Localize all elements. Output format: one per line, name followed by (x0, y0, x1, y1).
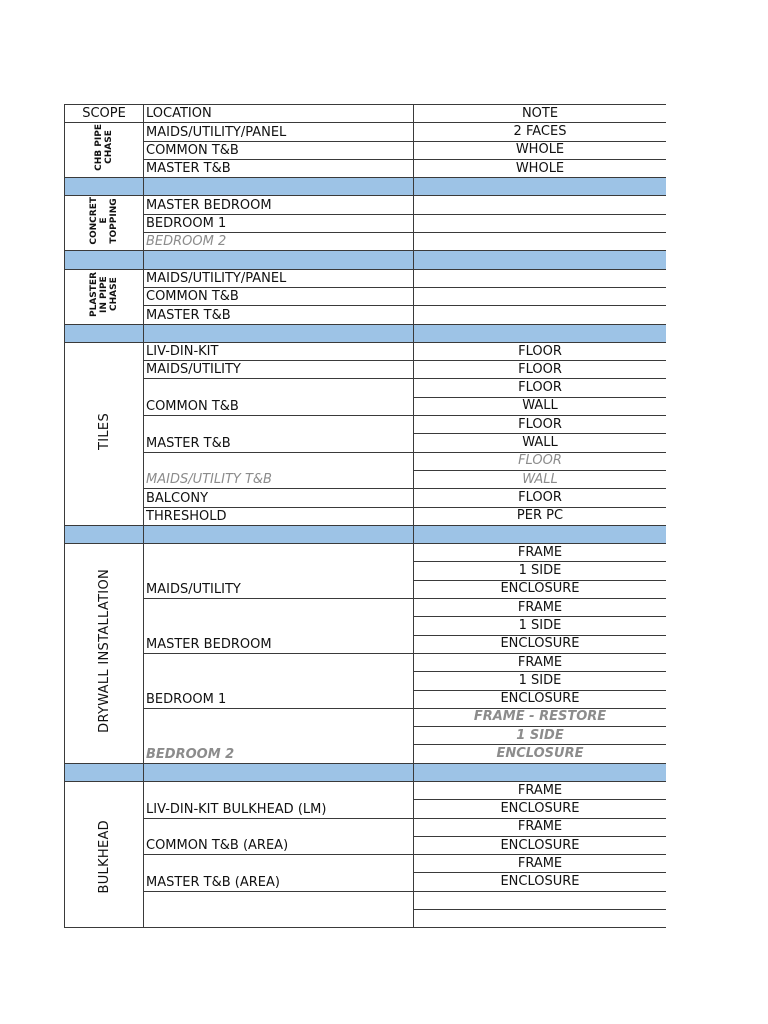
location-cell[interactable] (144, 891, 414, 928)
table-row (65, 818, 667, 836)
location-cell[interactable]: THRESHOLD (144, 507, 414, 525)
table-row (65, 342, 667, 360)
note-cell[interactable]: 1 SIDE (414, 672, 667, 690)
scope-label: BULKHEAD (96, 819, 112, 894)
note-cell[interactable]: FLOOR (414, 489, 667, 507)
note-cell[interactable]: ENCLOSURE (414, 635, 667, 653)
note-cell[interactable] (414, 233, 667, 251)
header-note[interactable]: NOTE (414, 105, 667, 123)
scope-table (64, 104, 666, 928)
scope-chb-pipe-chase[interactable] (65, 123, 144, 178)
note-cell[interactable]: 1 SIDE (414, 562, 667, 580)
scope-label: DRYWALL INSTALLATION (96, 568, 112, 733)
note-cell[interactable]: WHOLE (414, 159, 667, 177)
note-cell[interactable]: FLOOR (414, 361, 667, 379)
location-cell[interactable]: BALCONY (144, 489, 414, 507)
note-cell[interactable]: FRAME (414, 653, 667, 671)
table-row (65, 708, 667, 726)
note-cell[interactable]: FRAME (414, 855, 667, 873)
note-cell[interactable] (414, 910, 667, 928)
note-cell[interactable]: 1 SIDE (414, 617, 667, 635)
table-row (65, 544, 667, 562)
note-cell[interactable]: FRAME (414, 599, 667, 617)
scope-plaster-pipe-chase[interactable] (65, 269, 144, 324)
note-cell[interactable] (414, 306, 667, 324)
location-cell[interactable]: MASTER T&B (144, 306, 414, 324)
table-row (65, 361, 667, 379)
location-cell[interactable]: MASTER T&B (144, 416, 414, 453)
note-cell[interactable]: ENCLOSURE (414, 873, 667, 891)
separator-row (65, 763, 667, 781)
note-cell[interactable] (414, 214, 667, 232)
table-row (65, 306, 667, 324)
table-row (65, 507, 667, 525)
note-cell[interactable]: ENCLOSURE (414, 690, 667, 708)
scope-concrete-topping[interactable] (65, 196, 144, 251)
table-row (65, 891, 667, 909)
note-cell[interactable]: FLOOR (414, 342, 667, 360)
separator-row (65, 525, 667, 543)
table-row (65, 287, 667, 305)
table-row (65, 269, 667, 287)
location-cell[interactable]: MASTER BEDROOM (144, 196, 414, 214)
location-cell[interactable]: MAIDS/UTILITY (144, 361, 414, 379)
note-cell[interactable]: PER PC (414, 507, 667, 525)
table-row (65, 123, 667, 141)
location-cell[interactable]: MAIDS/UTILITY/PANEL (144, 123, 414, 141)
table-row (65, 416, 667, 434)
table-row (65, 196, 667, 214)
location-cell[interactable]: BEDROOM 1 (144, 653, 414, 708)
scope-drywall-installation[interactable] (65, 544, 144, 764)
scope-label: PLASTER IN PIPE CHASE (89, 271, 119, 317)
note-cell[interactable]: ENCLOSURE (414, 836, 667, 854)
table-row (65, 855, 667, 873)
note-cell[interactable] (414, 287, 667, 305)
note-cell[interactable]: FRAME (414, 781, 667, 799)
table-row (65, 489, 667, 507)
location-cell[interactable]: COMMON T&B (144, 379, 414, 416)
note-cell[interactable]: FLOOR (414, 416, 667, 434)
note-cell[interactable]: 2 FACES (414, 123, 667, 141)
scope-table-viewport (64, 104, 666, 938)
location-cell[interactable]: MASTER T&B (144, 159, 414, 177)
note-cell[interactable]: ENCLOSURE (414, 745, 667, 763)
location-cell[interactable]: BEDROOM 1 (144, 214, 414, 232)
note-cell[interactable] (414, 196, 667, 214)
note-cell[interactable]: FLOOR (414, 452, 667, 470)
location-cell[interactable]: MAIDS/UTILITY/PANEL (144, 269, 414, 287)
scope-tiles[interactable] (65, 342, 144, 525)
note-cell[interactable]: WHOLE (414, 141, 667, 159)
location-cell[interactable]: MASTER T&B (AREA) (144, 855, 414, 892)
location-cell[interactable]: BEDROOM 2 (144, 233, 414, 251)
location-cell[interactable]: COMMON T&B (144, 287, 414, 305)
scope-label: CHB PIPE CHASE (94, 124, 114, 172)
note-cell[interactable]: FRAME - RESTORE (414, 708, 667, 726)
note-cell[interactable]: ENCLOSURE (414, 800, 667, 818)
table-row (65, 781, 667, 799)
note-cell[interactable]: WALL (414, 434, 667, 452)
table-row (65, 452, 667, 470)
note-cell[interactable]: ENCLOSURE (414, 580, 667, 598)
location-cell[interactable]: COMMON T&B (AREA) (144, 818, 414, 855)
note-cell[interactable]: 1 SIDE (414, 727, 667, 745)
header-scope[interactable]: SCOPE (65, 105, 144, 123)
note-cell[interactable]: WALL (414, 470, 667, 488)
note-cell[interactable]: FLOOR (414, 379, 667, 397)
note-cell[interactable]: FRAME (414, 818, 667, 836)
scope-bulkhead[interactable] (65, 781, 144, 927)
scope-label: TILES (96, 412, 112, 450)
scope-label: CONCRET E TOPPING (89, 197, 119, 245)
location-cell[interactable]: LIV-DIN-KIT (144, 342, 414, 360)
table-row (65, 379, 667, 397)
note-cell[interactable] (414, 269, 667, 287)
table-row (65, 233, 667, 251)
note-cell[interactable] (414, 891, 667, 909)
note-cell[interactable]: FRAME (414, 544, 667, 562)
header-location[interactable]: LOCATION (144, 105, 414, 123)
note-cell[interactable]: WALL (414, 397, 667, 415)
separator-row (65, 251, 667, 269)
header-row (65, 105, 667, 123)
table-row (65, 214, 667, 232)
table-row (65, 159, 667, 177)
separator-row (65, 178, 667, 196)
location-cell[interactable]: COMMON T&B (144, 141, 414, 159)
table-row (65, 141, 667, 159)
location-cell[interactable]: MAIDS/UTILITY T&B (144, 452, 414, 489)
location-cell[interactable]: LIV-DIN-KIT BULKHEAD (LM) (144, 781, 414, 818)
table-row (65, 599, 667, 617)
location-cell[interactable]: BEDROOM 2 (144, 708, 414, 763)
table-row (65, 653, 667, 671)
location-cell[interactable]: MASTER BEDROOM (144, 599, 414, 654)
location-cell[interactable]: MAIDS/UTILITY (144, 544, 414, 599)
separator-row (65, 324, 667, 342)
